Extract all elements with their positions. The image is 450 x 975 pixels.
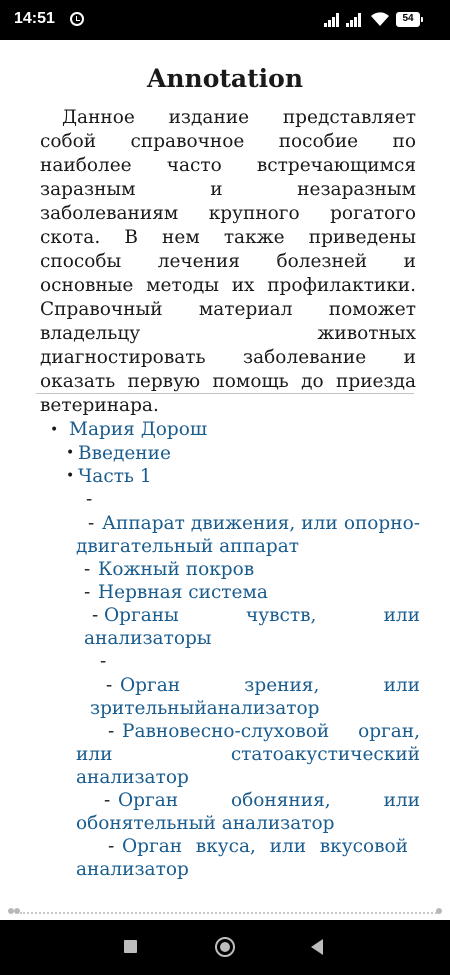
toc-item-senses[interactable]: Органы чувств, или анализаторы [84, 605, 420, 649]
scroll-dot [14, 908, 20, 914]
recent-apps-icon[interactable] [124, 940, 137, 953]
dash-icon: - [100, 651, 107, 672]
toc-item-nervous[interactable]: Нервная система [98, 582, 268, 603]
toc-item-author[interactable]: Мария Дорош [69, 419, 208, 440]
dash-icon: - [108, 836, 115, 857]
divider [36, 393, 414, 394]
dash-icon: - [84, 582, 91, 603]
dash-icon: - [106, 675, 113, 696]
signal-icon-secondary [346, 13, 362, 27]
bullet-icon: • [66, 445, 75, 461]
bullet-icon: • [50, 422, 59, 438]
status-bar [0, 0, 450, 40]
home-icon[interactable] [215, 937, 235, 957]
scroll-indicator[interactable] [0, 905, 450, 919]
alarm-icon [70, 12, 84, 26]
annotation-text: Данное издание представляет собой справочное пособие по наиболее часто встречающимся заразным и незаразным заболеваниям крупного рогатого скота. В нем также приведены способы лечения болезней и основные методы их профилактики. Справочный материал поможет владельцу животных диагностировать заболевание и оказать первую помощь до приезда ветеринара. [40, 107, 416, 416]
toc-item-movement[interactable]: Аппарат движения, или опорно-двигательный аппарат [76, 513, 420, 557]
toc-item-intro[interactable]: Введение [78, 443, 171, 464]
toc-item-skin[interactable]: Кожный покров [98, 559, 255, 580]
dash-icon: - [84, 559, 91, 580]
toc-item-balance[interactable]: Равновесно-слуховой орган, или статоакустический анализатор [76, 721, 420, 788]
bullet-icon: • [66, 468, 75, 484]
toc-item-smell[interactable]: Орган обоняния, или обонятельный анализатор [76, 790, 420, 834]
wifi-icon [370, 11, 390, 31]
dash-icon: - [104, 790, 111, 811]
toc-item-taste[interactable]: Орган вкуса, или вкусовой анализатор [76, 836, 408, 880]
status-time: 14:51 [14, 10, 55, 27]
toc-item-vision[interactable]: Орган зрения, или зрительныйанализатор [90, 675, 420, 719]
back-icon[interactable] [311, 939, 323, 955]
signal-icon [324, 13, 340, 27]
scroll-dot [436, 908, 442, 914]
dash-icon: - [88, 513, 95, 534]
page-title: Annotation [146, 64, 304, 93]
dash-icon: - [86, 489, 93, 510]
navigation-bar [0, 920, 450, 975]
battery-icon: 54 [396, 12, 420, 27]
dash-icon: - [92, 605, 99, 626]
dash-icon: - [108, 721, 115, 742]
scroll-track [20, 912, 440, 914]
toc-item-part1[interactable]: Часть 1 [78, 466, 152, 487]
